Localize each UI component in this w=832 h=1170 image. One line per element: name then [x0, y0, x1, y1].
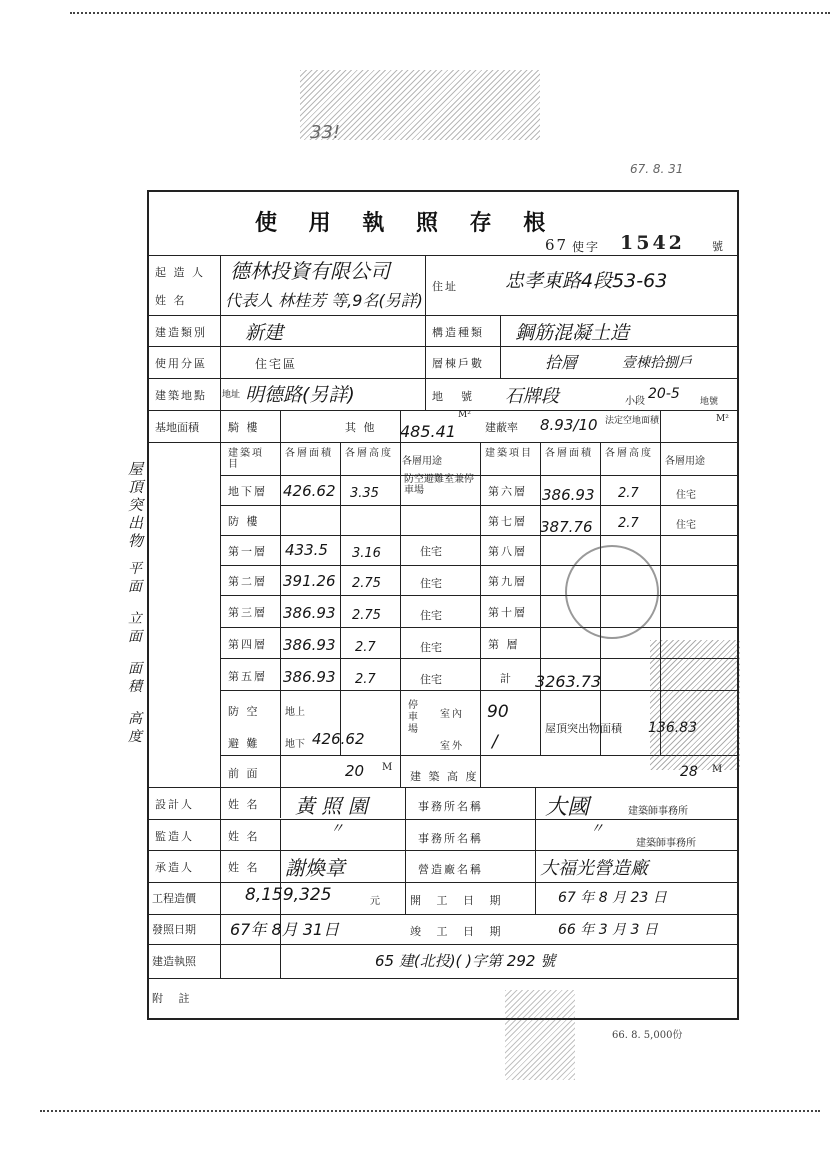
floor-name: 第十層	[488, 606, 527, 619]
supervisor-label: 監造人	[155, 830, 194, 843]
floor-area: 386.93	[283, 604, 336, 622]
applicant-address-label: 住址	[432, 280, 458, 293]
units-count: 壹棟拾捌戶	[622, 355, 692, 371]
structure-label: 構造種類	[432, 326, 484, 339]
building-height: 28	[680, 764, 698, 780]
building-type-label: 建造類別	[155, 326, 207, 339]
floor-height: 2.7	[355, 640, 376, 655]
issue-date: 67年 8月 31日	[230, 920, 340, 939]
footer-mark: 66. 8. 5,000份	[612, 1030, 683, 1041]
parking-indoor: 90	[487, 702, 509, 722]
floor-use: 住宅	[420, 609, 442, 622]
evacuation-label: 避 難	[228, 737, 260, 750]
designer-office: 大國	[545, 795, 590, 820]
floor-name: 地下層	[228, 485, 267, 498]
side-note-0: 屋頂突出物	[128, 460, 144, 550]
overlap-area: 136.83	[648, 720, 697, 736]
designer-name: 黃 照 園	[295, 794, 368, 818]
units-label: 層棟戶數	[432, 357, 484, 370]
site-lot-suffix: 地號	[700, 397, 719, 407]
floor-use: 住宅	[676, 520, 696, 531]
total-area: 3263.73	[535, 672, 602, 691]
parking-outdoor: /	[492, 732, 498, 752]
overlap-label: 屋頂突出物面積	[545, 722, 622, 735]
floor-name: 第 層	[488, 638, 520, 651]
floor-height: 2.75	[352, 608, 381, 623]
building-type: 新建	[245, 322, 284, 344]
floor-area: 387.76	[540, 518, 593, 536]
permit-ref: 65 建(北投)( )字第 292 號	[375, 952, 556, 970]
total-label: 計	[500, 672, 513, 685]
floor-use: 防空避難室兼停車場	[404, 474, 474, 496]
floor-use: 住宅	[420, 577, 442, 590]
area-label: 基地面積	[155, 421, 199, 434]
permit-year: 67	[545, 236, 569, 254]
floor-name: 第二層	[228, 575, 267, 588]
floor-area: 433.5	[285, 541, 328, 559]
floor-header-area-right: 各層面積	[545, 448, 593, 459]
supervisor-office-suffix: 建築師事務所	[636, 838, 696, 849]
hatch-mark-right	[650, 640, 740, 770]
floor-height: 2.7	[618, 486, 639, 501]
form-title: 使 用 執 照 存 根	[255, 210, 558, 236]
floor-header-height: 各層高度	[345, 448, 393, 459]
applicant-address: 忠孝東路4段53-63	[505, 270, 668, 292]
floor-use: 住宅	[420, 641, 442, 654]
header-mark-right: 67. 8. 31	[630, 162, 684, 176]
applicant-company: 德林投資有限公司	[230, 259, 390, 283]
floor-use: 住宅	[420, 545, 442, 558]
hatch-mark-bottom	[505, 990, 575, 1080]
coverage-label: 建蔽率	[485, 421, 518, 434]
floor-area: 386.93	[542, 486, 595, 504]
designer-office-suffix: 建築師事務所	[628, 806, 688, 817]
designer-label: 設計人	[155, 798, 194, 811]
cost-unit: 元	[370, 896, 382, 907]
contractor-company: 大福光營造廠	[540, 858, 648, 879]
structure-type: 鋼筋混凝土造	[515, 322, 630, 344]
legal-open-label: 法定空地面積	[605, 416, 660, 426]
floor-header-height-right: 各層高度	[605, 448, 653, 459]
other-area: 485.41	[400, 422, 456, 441]
shelter-below-label: 地下	[285, 739, 305, 750]
floor-header-area: 各層面積	[285, 448, 333, 459]
floor-name: 第三層	[228, 606, 267, 619]
side-note-3: 面積	[128, 661, 142, 695]
remarks-label: 附 註	[152, 992, 196, 1005]
permit-type: 使字	[572, 240, 601, 254]
parking-indoor-label: 室內	[440, 709, 464, 720]
frontage-value: 20	[345, 762, 365, 780]
cost-value: 8,159,325	[245, 885, 332, 905]
floor-header-use: 各層用途	[402, 456, 442, 467]
side-note-1: 平面	[128, 561, 142, 595]
site-address: 明德路(另詳)	[245, 384, 355, 406]
permit-number: 1542	[620, 232, 685, 254]
issue-date-label: 發照日期	[152, 923, 196, 936]
applicant-representative: 代表人 林桂芳 等,9名(另詳)	[225, 291, 423, 310]
designer-name-label: 姓 名	[228, 798, 260, 811]
shelter-label: 防 空	[228, 705, 260, 718]
header-mark-left: 33!	[310, 122, 341, 143]
circular-stamp	[565, 545, 659, 639]
frontage-label: 前 面	[228, 767, 260, 780]
floor-use: 住宅	[676, 490, 696, 501]
applicant-label: 起 造 人	[155, 266, 205, 279]
floor-name: 第八層	[488, 545, 527, 558]
floor-height: 3.16	[352, 546, 381, 561]
parking-outdoor-label: 室外	[440, 741, 464, 752]
designer-office-label: 事務所名稱	[418, 800, 483, 813]
scan-dots-top	[70, 12, 830, 14]
permit-ref-label: 建造執照	[152, 955, 196, 968]
start-date-label: 開 工 日 期	[410, 894, 507, 907]
shelter-above-label: 地上	[285, 707, 305, 718]
site-label: 建築地點	[155, 389, 207, 402]
start-date: 67 年 8 月 23 日	[558, 890, 667, 906]
finish-date-label: 竣 工 日 期	[410, 925, 507, 938]
shelter-below: 426.62	[312, 730, 365, 748]
contractor-name: 謝煥章	[285, 856, 345, 880]
supervisor-name: 〃	[330, 821, 344, 837]
floor-area: 386.93	[283, 668, 336, 686]
contractor-company-label: 營造廠名稱	[418, 863, 483, 876]
floor-height: 2.75	[352, 576, 381, 591]
floor-header-item: 建築項目	[228, 448, 264, 470]
side-note-2: 立面	[128, 611, 142, 645]
finish-date: 66 年 3 月 3 日	[558, 922, 658, 938]
floor-height: 2.7	[618, 516, 639, 531]
floor-name: 第七層	[488, 515, 527, 528]
floor-name: 第一層	[228, 545, 267, 558]
side-note-4: 高度	[128, 711, 142, 745]
supervisor-office: 〃	[590, 821, 604, 837]
site-lot: 20-5	[648, 386, 680, 402]
site-address-label: 地址	[222, 390, 241, 400]
applicant-name-label: 姓 名	[155, 294, 187, 307]
arcade-label: 騎 樓	[228, 421, 260, 434]
site-subsection: 小段	[625, 396, 645, 407]
floor-name: 第六層	[488, 485, 527, 498]
scan-dots-bottom	[40, 1110, 820, 1112]
floor-height: 2.7	[355, 672, 376, 687]
permit-suffix: 號	[712, 240, 725, 253]
floor-header-item-right: 建築項目	[485, 448, 533, 459]
building-height-label: 建 築 高 度	[410, 770, 479, 783]
frontage-unit: M	[382, 762, 395, 773]
supervisor-name-label: 姓 名	[228, 830, 260, 843]
floor-name: 第五層	[228, 670, 267, 683]
contractor-name-label: 姓 名	[228, 861, 260, 874]
other-area-label: 其 他	[345, 421, 377, 434]
contractor-label: 承造人	[155, 861, 194, 874]
other-area-unit: M²	[458, 410, 471, 420]
floor-name: 第四層	[228, 638, 267, 651]
cost-label: 工程造價	[152, 892, 196, 905]
legal-open-unit: M²	[716, 414, 729, 424]
supervisor-office-label: 事務所名稱	[418, 832, 483, 845]
floor-height: 3.35	[350, 486, 379, 501]
floor-area: 386.93	[283, 636, 336, 654]
floor-use: 住宅	[420, 673, 442, 686]
floor-name: 第九層	[488, 575, 527, 588]
floors-count: 拾層	[545, 353, 578, 372]
floor-area: 391.26	[283, 572, 336, 590]
floor-name: 防 樓	[228, 515, 260, 528]
floor-area: 426.62	[283, 482, 336, 500]
building-height-unit: M	[712, 764, 725, 775]
coverage-ratio: 8.93/10	[540, 416, 598, 434]
floor-header-use-right: 各層用途	[665, 456, 705, 467]
site-section: 石牌段	[505, 386, 559, 407]
zoning-value: 住宅區	[255, 357, 298, 371]
site-lot-label: 地號	[432, 390, 490, 403]
zoning-label: 使用分區	[155, 357, 207, 370]
parking-label: 停車場	[408, 700, 418, 735]
